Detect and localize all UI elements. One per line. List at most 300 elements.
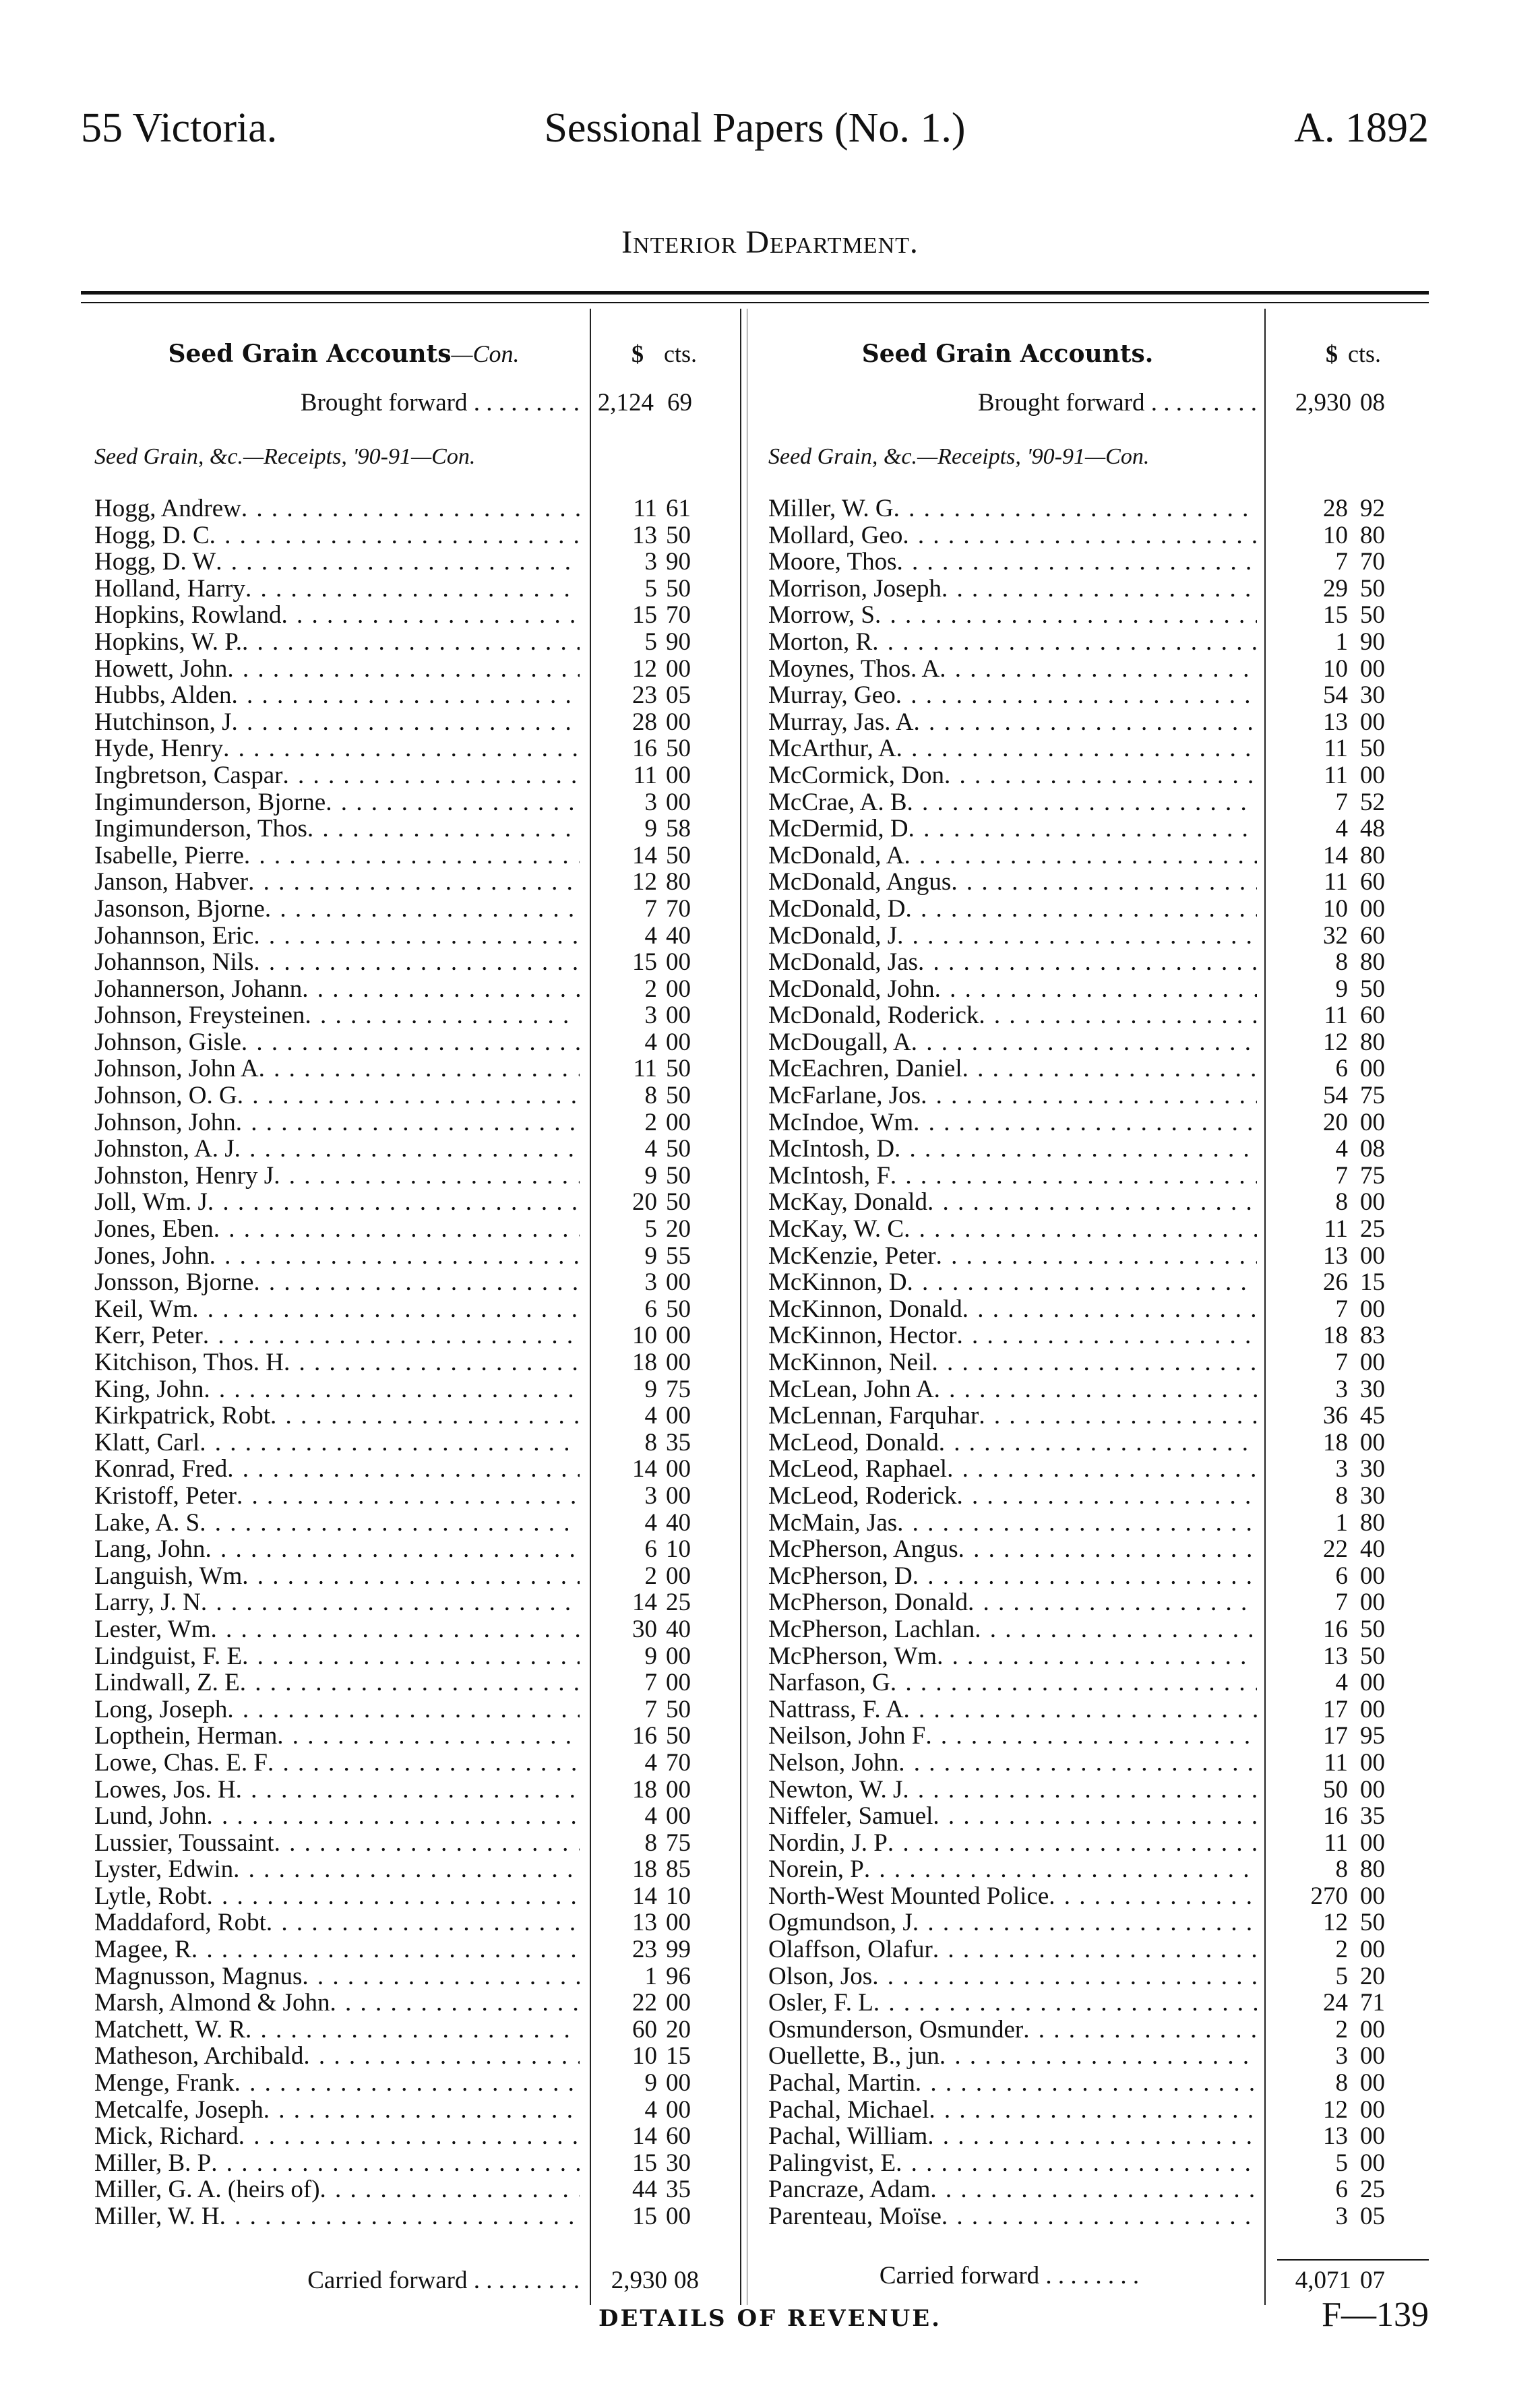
- amount-dollars: 7: [644, 1669, 657, 1697]
- amount-dollars: 11: [1324, 868, 1348, 896]
- ledger-row: [768, 1002, 1415, 1029]
- payer-name: Joll, Wm. J . . .: [94, 1189, 580, 1216]
- amount-cents: 30: [1360, 1455, 1385, 1483]
- payer-name: Johnston, Henry J . . .: [94, 1163, 580, 1190]
- amount-dollars: 13: [632, 521, 657, 549]
- amount-cents: 00: [1360, 708, 1385, 736]
- amount-dollars: 23: [632, 681, 657, 710]
- ledger-row: [768, 762, 1415, 789]
- amount-cents: 00: [666, 1455, 691, 1483]
- amount-dollars: 28: [1323, 495, 1348, 522]
- payer-name: King, John . . .: [94, 1376, 580, 1403]
- amount-cents: 00: [666, 1642, 691, 1670]
- amount-cents: 00: [666, 2095, 691, 2124]
- amount-cents: 50: [1360, 735, 1385, 763]
- ledger-row: [94, 682, 741, 709]
- amount-cents: 50: [666, 521, 691, 549]
- amount-dollars: 11: [1324, 1829, 1348, 1857]
- amount-cents: 55: [666, 1241, 691, 1270]
- payer-name: Ouellette, B., jun . . .: [768, 2043, 1257, 2070]
- amount-cents: 50: [666, 574, 691, 603]
- amount-dollars: 10: [1323, 654, 1348, 683]
- amount-dollars: 4: [644, 921, 657, 950]
- payer-name: Moynes, Thos. A . . .: [768, 656, 1257, 683]
- ledger-row: [768, 549, 1415, 576]
- ledger-row: [768, 1269, 1415, 1296]
- amount-cents: 83: [1360, 1322, 1385, 1350]
- payer-name: Keil, Wm . . .: [94, 1296, 580, 1323]
- ledger-row: [94, 842, 741, 869]
- ledger-row: [768, 2070, 1415, 2097]
- ledger-row: [94, 896, 741, 923]
- payer-name: Johnson, Gisle . . .: [94, 1029, 580, 1056]
- amount-dollars: 6: [644, 1535, 657, 1564]
- ledger-row: [94, 1883, 741, 1910]
- amount-dollars: 10: [632, 2042, 657, 2070]
- amount-dollars: 11: [1324, 1002, 1348, 1030]
- amount-dollars: 16: [632, 1722, 657, 1750]
- header-year: A. 1892: [1294, 105, 1429, 151]
- amount-dollars: 15: [1323, 601, 1348, 629]
- amount-dollars: 14: [632, 1589, 657, 1617]
- amount-cents: 00: [1360, 1562, 1385, 1590]
- payer-name: Menge, Frank . . .: [94, 2070, 580, 2097]
- payer-name: Jones, John . . .: [94, 1243, 580, 1270]
- payer-name: Miller, W. G . . .: [768, 495, 1257, 522]
- payer-name: Narfason, G . . .: [768, 1669, 1257, 1696]
- payer-name: McKenzie, Peter . . .: [768, 1243, 1257, 1270]
- amount-cents: 00: [1360, 1695, 1385, 1723]
- amount-dollars: 7: [644, 894, 657, 923]
- amount-cents: 70: [666, 601, 691, 629]
- payer-name: Palingvist, E . . .: [768, 2150, 1257, 2177]
- amount-dollars: 6: [1335, 1562, 1348, 1590]
- amount-cents: 60: [666, 2122, 691, 2151]
- amount-cents: 00: [1360, 1589, 1385, 1617]
- payer-name: Miller, G. A. (heirs of) . . .: [94, 2176, 580, 2203]
- ledger-row: [94, 1856, 741, 1883]
- ledger-row: [768, 2123, 1415, 2150]
- amount-dollars: 30: [632, 1615, 657, 1643]
- payer-name: Lowe, Chas. E. F . . .: [94, 1750, 580, 1777]
- payer-name: Magnusson, Magnus . . .: [94, 1963, 580, 1990]
- ledger-row: [94, 2043, 741, 2070]
- payer-name: Ingbretson, Caspar . . .: [94, 762, 580, 789]
- amount-cents: 00: [1360, 1748, 1385, 1777]
- heading-rule-thick: [81, 291, 1429, 295]
- amount-dollars: 23: [632, 1936, 657, 1964]
- ledger-row: [94, 495, 741, 522]
- amount-dollars: 3: [1335, 1375, 1348, 1403]
- amount-dollars: 270: [1310, 1882, 1348, 1910]
- amount-dollars: 4: [644, 1748, 657, 1777]
- ledger-row: [94, 656, 741, 683]
- amount-dollars: 11: [1324, 1215, 1348, 1243]
- amount-cents: 00: [1360, 1829, 1385, 1857]
- amount-cents: 00: [1360, 1295, 1385, 1323]
- ledger-row: [94, 602, 741, 629]
- amount-dollars: 17: [1323, 1695, 1348, 1723]
- ledger-row: [94, 1082, 741, 1109]
- amount-cents: 50: [666, 1188, 691, 1217]
- ledger-row: [94, 1243, 741, 1270]
- ledger-row: [94, 1269, 741, 1296]
- ledger-row: [768, 1589, 1415, 1616]
- ledger-row: [94, 1109, 741, 1136]
- amount-cents: 20: [666, 1215, 691, 1243]
- payer-name: Newton, W. J . . .: [768, 1777, 1257, 1804]
- amount-cents: 80: [1360, 841, 1385, 869]
- ledger-row: [94, 735, 741, 762]
- amount-cents: 85: [666, 1855, 691, 1884]
- ledger-row: [94, 1990, 741, 2017]
- amount-dollars: 7: [1335, 1295, 1348, 1323]
- ledger-row: [94, 1136, 741, 1163]
- amount-cents: 00: [666, 761, 691, 789]
- ledger-row: [94, 869, 741, 896]
- amount-cents: 40: [666, 1615, 691, 1643]
- amount-cents: 00: [666, 1909, 691, 1937]
- amount-cents: 60: [1360, 1002, 1385, 1030]
- amount-dollars: 12: [632, 868, 657, 896]
- header-title: Sessional Papers (No. 1.): [544, 105, 966, 151]
- amount-dollars: 3: [644, 548, 657, 576]
- amount-dollars: 4: [1335, 1135, 1348, 1163]
- amount-cents: 00: [666, 1108, 691, 1136]
- ledger-row: [94, 1296, 741, 1323]
- amount-cents: 25: [666, 1589, 691, 1617]
- amount-dollars: 6: [644, 1295, 657, 1323]
- ledger-row: [94, 2097, 741, 2124]
- payer-name: McDonald, Roderick . . .: [768, 1002, 1257, 1029]
- ledger-row: [768, 949, 1415, 976]
- amount-cents: 50: [1360, 574, 1385, 603]
- payer-name: Lund, John . . .: [94, 1803, 580, 1830]
- amount-cents: 52: [1360, 788, 1385, 816]
- payer-name: McLean, John A . . .: [768, 1376, 1257, 1403]
- amount-cents: 00: [1360, 1775, 1385, 1804]
- ledger-row: [768, 629, 1415, 656]
- amount-dollars: 3: [1335, 2203, 1348, 2230]
- payer-name: Long, Joseph . . .: [94, 1696, 580, 1723]
- ledger-row: [768, 1803, 1415, 1830]
- ledger-row: [94, 1723, 741, 1750]
- payer-name: Marsh, Almond & John . . .: [94, 1990, 580, 2017]
- amount-cents: 00: [666, 1268, 691, 1297]
- ledger-row: [768, 1163, 1415, 1190]
- amount-dollars: 8: [1335, 948, 1348, 977]
- amount-dollars: 20: [632, 1188, 657, 1217]
- amount-cents: 00: [666, 1669, 691, 1697]
- payer-name: Miller, B. P . . .: [94, 2150, 580, 2177]
- left-carried-forward-label: Carried forward . . . . . . . . .: [307, 2267, 580, 2294]
- ledger-row: [768, 1055, 1415, 1082]
- payer-name: McPherson, Angus . . .: [768, 1536, 1257, 1563]
- ledger-row: [94, 1750, 741, 1777]
- payer-name: Morrison, Joseph . . .: [768, 576, 1257, 603]
- payer-name: McKay, W. C . . .: [768, 1216, 1257, 1243]
- right-brought-dollars: 2,930: [1295, 389, 1351, 417]
- amount-cents: 00: [1360, 1882, 1385, 1910]
- amount-cents: 50: [1360, 601, 1385, 629]
- ledger-row: [94, 923, 741, 950]
- payer-name: Olson, Jos . . .: [768, 1963, 1257, 1990]
- payer-name: Morton, R . . .: [768, 629, 1257, 656]
- amount-dollars: 12: [1323, 1028, 1348, 1056]
- amount-cents: 50: [666, 1161, 691, 1190]
- right-col-cents: cts.: [1348, 340, 1381, 367]
- amount-dollars: 9: [644, 1161, 657, 1190]
- amount-dollars: 3: [644, 1002, 657, 1030]
- amount-dollars: 4: [644, 2095, 657, 2124]
- amount-cents: 08: [1360, 1135, 1385, 1163]
- amount-dollars: 1: [1335, 627, 1348, 656]
- ledger-row: [94, 629, 741, 656]
- amount-cents: 90: [666, 627, 691, 656]
- amount-dollars: 29: [1323, 574, 1348, 603]
- department-heading: Interior Department.: [621, 224, 919, 260]
- amount-cents: 35: [1360, 1802, 1385, 1831]
- amount-dollars: 9: [644, 815, 657, 843]
- amount-dollars: 11: [1324, 1748, 1348, 1777]
- amount-cents: 80: [1360, 1508, 1385, 1537]
- left-subheading: Seed Grain, &c.—Receipts, '90-91—Con.: [94, 444, 476, 469]
- amount-dollars: 4: [644, 1508, 657, 1537]
- amount-cents: 00: [666, 1349, 691, 1376]
- ledger-row: [768, 1536, 1415, 1563]
- amount-cents: 00: [666, 1402, 691, 1430]
- amount-cents: 00: [666, 788, 691, 816]
- amount-cents: 00: [666, 1481, 691, 1510]
- ledger-row: [94, 1936, 741, 1963]
- ledger-row: [768, 1830, 1415, 1857]
- amount-dollars: 4: [1335, 1669, 1348, 1697]
- page-number: F—139: [1322, 2296, 1429, 2334]
- right-subheading: Seed Grain, &c.—Receipts, '90-91—Con.: [768, 444, 1150, 469]
- amount-dollars: 3: [644, 1481, 657, 1510]
- ledger-row: [768, 1296, 1415, 1323]
- payer-name: Hyde, Henry . . .: [94, 735, 580, 762]
- payer-name: Kerr, Peter . . .: [94, 1322, 580, 1349]
- ledger-row: [768, 1322, 1415, 1349]
- heading-rule-thin: [81, 302, 1429, 303]
- payer-name: McLeod, Donald . . .: [768, 1430, 1257, 1456]
- ledger-row: [768, 1082, 1415, 1109]
- amount-dollars: 9: [644, 1375, 657, 1403]
- amount-dollars: 4: [644, 1802, 657, 1831]
- ledger-row: [768, 923, 1415, 950]
- amount-cents: 00: [1360, 2122, 1385, 2151]
- payer-name: McDonald, Angus . . .: [768, 869, 1257, 896]
- header-volume: 55 Victoria.: [81, 105, 278, 151]
- amount-dollars: 9: [644, 2069, 657, 2097]
- ledger-row: [768, 2203, 1415, 2230]
- ledger-row: [768, 522, 1415, 549]
- ledger-row: [768, 1963, 1415, 1990]
- amount-cents: 30: [1360, 1375, 1385, 1403]
- ledger-row: [94, 1510, 741, 1537]
- amount-dollars: 12: [1323, 1909, 1348, 1937]
- ledger-row: [768, 1669, 1415, 1696]
- payer-name: Mick, Richard . . .: [94, 2123, 580, 2150]
- payer-name: Norein, P . . .: [768, 1856, 1257, 1883]
- amount-dollars: 13: [1323, 1241, 1348, 1270]
- ledger-row: [94, 1349, 741, 1376]
- amount-dollars: 11: [1324, 761, 1348, 789]
- payer-name: Hopkins, W. P. . . .: [94, 629, 580, 656]
- amount-dollars: 4: [644, 1028, 657, 1056]
- amount-dollars: 14: [1323, 841, 1348, 869]
- ledger-row: [768, 1723, 1415, 1750]
- ledger-row: [768, 1909, 1415, 1936]
- amount-dollars: 7: [1335, 1589, 1348, 1617]
- ledger-row: [768, 1936, 1415, 1963]
- amount-cents: 96: [666, 1962, 691, 1990]
- amount-cents: 00: [1360, 1936, 1385, 1964]
- payer-name: McDonald, A . . .: [768, 842, 1257, 869]
- payer-name: Konrad, Fred . . .: [94, 1456, 580, 1483]
- amount-dollars: 6: [1335, 2176, 1348, 2204]
- amount-cents: 00: [1360, 1349, 1385, 1376]
- payer-name: Lytle, Robt . . .: [94, 1883, 580, 1910]
- ledger-row: [768, 1029, 1415, 1056]
- payer-name: McPherson, Wm . . .: [768, 1643, 1257, 1670]
- payer-name: McKinnon, Hector . . .: [768, 1322, 1257, 1349]
- payer-name: McDonald, Jas . . .: [768, 949, 1257, 976]
- ledger-row: [768, 2097, 1415, 2124]
- ledger-row: [94, 1055, 741, 1082]
- right-brought-forward-label: Brought forward . . . . . . . . .: [977, 389, 1257, 417]
- payer-name: Klatt, Carl . . .: [94, 1430, 580, 1456]
- amount-dollars: 18: [1323, 1428, 1348, 1456]
- amount-cents: 80: [1360, 1028, 1385, 1056]
- amount-dollars: 6: [1335, 1055, 1348, 1083]
- ledger-row: [94, 1669, 741, 1696]
- left-carried-dollars: 2,930: [611, 2267, 667, 2294]
- amount-cents: 00: [1360, 761, 1385, 789]
- amount-cents: 00: [1360, 894, 1385, 923]
- payer-name: Matchett, W. R . . .: [94, 2017, 580, 2044]
- ledger-row: [768, 1109, 1415, 1136]
- amount-dollars: 7: [1335, 1161, 1348, 1190]
- payer-name: Parenteau, Moïse . . .: [768, 2203, 1257, 2230]
- amount-dollars: 11: [633, 495, 657, 522]
- amount-cents: 00: [1360, 2069, 1385, 2097]
- ledger-row: [768, 682, 1415, 709]
- ledger-row: [768, 1189, 1415, 1216]
- amount-cents: 80: [1360, 948, 1385, 977]
- amount-cents: 58: [666, 815, 691, 843]
- payer-name: Neilson, John F . . .: [768, 1723, 1257, 1750]
- amount-dollars: 54: [1323, 1082, 1348, 1110]
- amount-dollars: 8: [1335, 1855, 1348, 1884]
- payer-name: McPherson, Lachlan . . .: [768, 1616, 1257, 1643]
- amount-dollars: 15: [632, 601, 657, 629]
- amount-dollars: 14: [632, 2122, 657, 2151]
- amount-cents: 50: [666, 1695, 691, 1723]
- amount-cents: 00: [1360, 2042, 1385, 2070]
- amount-cents: 00: [666, 1989, 691, 2017]
- payer-name: Maddaford, Robt . . .: [94, 1909, 580, 1936]
- ledger-row: [768, 1750, 1415, 1777]
- amount-dollars: 16: [1323, 1802, 1348, 1831]
- amount-cents: 80: [1360, 1855, 1385, 1884]
- payer-name: Johannson, Eric . . .: [94, 923, 580, 950]
- amount-cents: 20: [666, 2015, 691, 2044]
- amount-dollars: 7: [1335, 548, 1348, 576]
- amount-cents: 50: [1360, 975, 1385, 1003]
- payer-name: Ingimunderson, Bjorne . . .: [94, 789, 580, 816]
- amount-cents: 00: [666, 2203, 691, 2230]
- ledger-row: [94, 709, 741, 736]
- amount-cents: 80: [666, 868, 691, 896]
- amount-cents: 70: [1360, 548, 1385, 576]
- payer-name: Jonsson, Bjorne . . .: [94, 1269, 580, 1296]
- amount-cents: 50: [666, 1082, 691, 1110]
- ledger-row: [94, 1643, 741, 1670]
- payer-name: McEachren, Daniel . . .: [768, 1055, 1257, 1082]
- payer-name: Kitchison, Thos. H . . .: [94, 1349, 580, 1376]
- ledger-row: [94, 2176, 741, 2203]
- amount-dollars: 9: [644, 1642, 657, 1670]
- ledger-row: [768, 656, 1415, 683]
- ledger-row: [768, 1483, 1415, 1510]
- amount-cents: 92: [1360, 495, 1385, 522]
- payer-name: Hogg, D. W . . .: [94, 549, 580, 576]
- amount-dollars: 2: [644, 1562, 657, 1590]
- payer-name: Olaffson, Olafur . . .: [768, 1936, 1257, 1963]
- ledger-row: [768, 576, 1415, 603]
- ledger-row: [94, 789, 741, 816]
- ledger-row: [94, 1963, 741, 1990]
- ledger-row: [768, 1696, 1415, 1723]
- payer-name: Nelson, John . . .: [768, 1750, 1257, 1777]
- amount-dollars: 26: [1323, 1268, 1348, 1297]
- amount-dollars: 4: [1335, 815, 1348, 843]
- payer-name: Johnson, John A . . .: [94, 1055, 580, 1082]
- payer-name: McDonald, D . . .: [768, 896, 1257, 923]
- amount-dollars: 2: [1335, 1936, 1348, 1964]
- amount-cents: 40: [666, 921, 691, 950]
- amount-cents: 00: [666, 2069, 691, 2097]
- amount-cents: 50: [666, 1295, 691, 1323]
- payer-name: Morrow, S . . .: [768, 602, 1257, 629]
- payer-name: McLeod, Roderick . . .: [768, 1483, 1257, 1510]
- footer-details-of-revenue: DETAILS OF REVENUE.: [598, 2305, 942, 2332]
- payer-name: Matheson, Archibald . . .: [94, 2043, 580, 2070]
- ledger-row: [768, 1376, 1415, 1403]
- payer-name: Lang, John . . .: [94, 1536, 580, 1563]
- payer-name: McMain, Jas . . .: [768, 1510, 1257, 1537]
- amount-dollars: 5: [644, 1215, 657, 1243]
- amount-cents: 75: [1360, 1082, 1385, 1110]
- amount-dollars: 18: [632, 1349, 657, 1376]
- amount-cents: 00: [1360, 1428, 1385, 1456]
- payer-name: Nattrass, F. A . . .: [768, 1696, 1257, 1723]
- amount-cents: 00: [666, 1562, 691, 1590]
- amount-dollars: 8: [1335, 2069, 1348, 2097]
- amount-cents: 00: [666, 708, 691, 736]
- amount-dollars: 18: [632, 1775, 657, 1804]
- payer-name: Kristoff, Peter . . .: [94, 1483, 580, 1510]
- amount-cents: 10: [666, 1535, 691, 1564]
- amount-cents: 00: [1360, 2149, 1385, 2177]
- amount-dollars: 5: [644, 627, 657, 656]
- amount-cents: 00: [1360, 1055, 1385, 1083]
- ledger-row: [94, 1376, 741, 1403]
- ledger-row: [768, 735, 1415, 762]
- amount-dollars: 15: [632, 2149, 657, 2177]
